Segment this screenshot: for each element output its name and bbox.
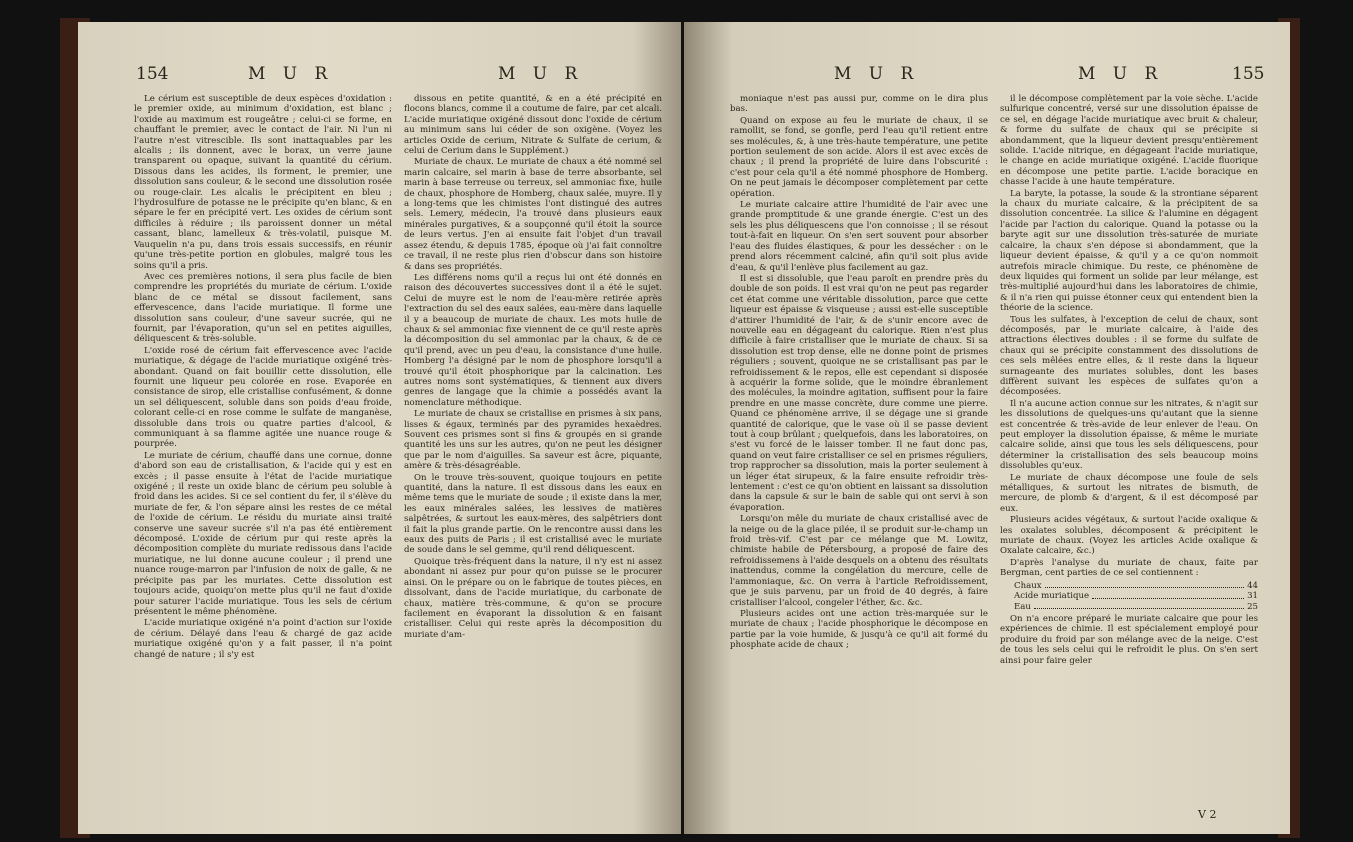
paragraph: moniaque n'est pas aussi pur, comme on le dira plus bas.: [730, 94, 988, 115]
left-head-word-1: M U R: [248, 64, 334, 84]
right-page: [684, 22, 1290, 834]
left-page-number: 154: [136, 64, 169, 84]
left-page: [78, 22, 681, 834]
paragraph: Le muriate de chaux décompose une foule de sels métalliques, & surtout les nitrates de bismuth, de mercure, de plomb & d'argent, & il est décomposé par eux.: [1000, 472, 1258, 514]
composition-row: [1014, 591, 1258, 601]
composition-label: Eau: [1014, 601, 1031, 612]
paragraph: Il n'a aucune action connue sur les nitrates, & n'agit sur les dissolutions de quelques-uns qu'autant que la sienne est concentrée & très-avide de leur enlever de l'eau. On peut employer la dissolution épaisse, & même le muriate calcaire solide, ainsi que tous les sels déliquescens, pour déterminer la cristallisation des sels beaucoup moins dissolubles qu'eux.: [1000, 398, 1258, 472]
paragraph: Le muriate de cérium, chauffé dans une cornue, donne d'abord son eau de cristallisation, & l'acide qui y est en excès ; il passe ensuite à l'état de l'acide muriatique oxigéné ; il reste un oxide blanc de cérium peu soluble à froid dans les acides. Si ce sel contient du fer, il s'élève du muriate de fer, & l'on sépare ainsi les restes de ce métal de l'oxide de cérium. Le résidu du muriate ainsi traité conserve une saveur sucrée s'il n'a pas été entièrement décomposé. L'oxide de cérium pur qui reste après la décomposition complète du muriate redissous dans l'acide muriatique, ne lui donne aucune couleur ; il prend une nuance rouge-marron par l'infusion de noix de galle, & ne précipite pas par les muriates. Cette dissolution est toujours acide, quoiqu'on mette plus qu'il ne faut d'oxide pour saturer l'acide muriatique. Tous les sels de cérium présentent le même phénomène.: [134, 450, 392, 617]
paragraph: Plusieurs acides ont une action très-marquée sur le muriate de chaux ; l'acide phosphorique le décompose en partie par la voie humide, & jusqu'à ce qu'il ait formé du phosphate acide de chaux ;: [730, 608, 988, 651]
composition-label: Chaux: [1014, 580, 1042, 591]
composition-label: Acide muriatique: [1014, 591, 1090, 602]
paragraph: dissous en petite quantité, & en a été précipité en flocons blancs, comme il a coutume de faire, par cet alcali. L'acide muriatique oxigéné dissout donc l'oxide de cérium au minimum sans lui céder de son oxigène. (Voyez les articles Oxide de cerium, Nitrate & Sulfate de cerium, & celui de Cerium dans le Supplément.): [404, 94, 662, 157]
right-page-number: 155: [1232, 64, 1265, 84]
paragraph: Tous les sulfates, à l'exception de celui de chaux, sont décomposés, par le muriate calcaire, à l'aide des attractions électives doubles : il se forme du sulfate de chaux qui se précipite constamment des dissolutions de ces sels mêlées entre elles, & il reste dans la liqueur surnageante des muriates solubles, dont les bases diffèrent suivant les espèces de sulfates qu'on a décomposées.: [1000, 314, 1258, 398]
composition-table: [1014, 581, 1258, 612]
composition-value: 44: [1247, 580, 1258, 591]
left-column-1: [134, 94, 392, 661]
right-head-word-1: M U R: [834, 64, 920, 84]
paragraph: D'après l'analyse du muriate de chaux, faite par Bergman, cent parties de ce sel contiennent :: [1000, 557, 1258, 579]
left-running-head: [78, 64, 681, 86]
right-column-1: [730, 94, 988, 652]
paragraph: Le muriate calcaire attire l'humidité de l'air avec une grande promptitude & une grande énergie. C'est un des sels les plus déliquescens que l'on connoisse ; il se résout tout-à-fait en liqueur. On s'en sert souvent pour absorber l'eau des fluides élastiques, & pour les dessécher : on le prend alors récemment calciné, afin qu'il soit plus avide d'eau, & qu'il l'enlève plus facilement au gaz.: [730, 200, 988, 273]
paragraph: Quoique très-fréquent dans la nature, il n'y est ni assez abondant ni assez pur pour qu'on puisse se le procurer ainsi. On le prépare ou on le fabrique de toutes pièces, en dissolvant, dans de l'acide muriatique, du carbonate de chaux, matière très-commune, & qu'on se procure facilement en évaporant la dissolution & en faisant cristalliser. Celui qui reste après la décomposition du muriate d'am-: [404, 556, 662, 640]
composition-value: 31: [1247, 591, 1258, 602]
paragraph: On n'a encore préparé le muriate calcaire que pour les expériences de chimie. Il est spécialement employé pour produire du froid par son mélange avec de la neige. C'est de tous les sels celui qui le refroidit le plus. On s'en sert ainsi pour faire geler: [1000, 613, 1258, 666]
right-column-2: [1000, 94, 1258, 667]
right-running-head: [684, 64, 1290, 86]
paragraph: Avec ces premières notions, il sera plus facile de bien comprendre les propriétés du muriate de cérium. L'oxide blanc de ce métal se dissout facilement, sans effervescence, dans l'acide muriatique. Il forme une dissolution sans couleur, d'une saveur sucrée, qui ne fournit, par l'évaporation, qu'un sel en petites aiguilles, déliquescent & très-soluble.: [134, 271, 392, 345]
composition-row: [1014, 581, 1258, 591]
paragraph: L'oxide rosé de cérium fait effervescence avec l'acide muriatique, & dégage de l'acide muriatique oxigéné très-abondant. Quand on fait bouillir cette dissolution, elle fournit une liqueur peu colorée en rose. Evaporée en consistance de sirop, elle cristallise confusément, & donne un sel déliquescent, soluble dans son poids d'eau froide, colorant celle-ci en rose comme le sulfate de manganèse, dissoluble dans trois ou quatre parties d'alcool, & communiquant à sa flamme agitée une nuance rouge & pourprée.: [134, 345, 392, 450]
paragraph: il le décompose complètement par la voie sèche. L'acide sulfurique concentré, versé sur une dissolution épaisse de ce sel, en dégage l'acide muriatique avec bruit & chaleur, & forme du sulfate de chaux qui se précipite si abondamment, que la liqueur devient presqu'entièrement solide. L'acide nitrique, en dégageant l'acide muriatique, le change en acide muriatique oxigéné. L'acide fluorique en décompose une petite partie. L'acide boracique en chasse l'acide à une haute température.: [1000, 94, 1258, 188]
signature-mark: V 2: [1198, 808, 1217, 821]
paragraph: Il est si dissoluble, que l'eau paroît en prendre près du double de son poids. Il est vrai qu'on ne peut pas regarder cet état comme une véritable dissolution, parce que cette liqueur est épaisse & visqueuse ; aussi est-elle susceptible d'attirer l'humidité de l'air, & de s'unir encore avec de nouvelle eau en dégageant du calorique. Rien n'est plus difficile à faire cristalliser que le muriate de chaux. Si sa dissolution est trop dense, elle ne donne point de prismes réguliers ; souvent, quoique ne se cristallisant pas par le refroidissement & le repos, elle est cependant si disposée à acquérir la forme solide, que le moindre ébranlement des molécules, la moindre agitation, suffisent pour la faire prendre en une masse concrète, dure comme une pierre. Quand ce phénomène arrive, il se dégage une si grande quantité de calorique, que le vase où il se passe devient tout à coup brûlant ; quelquefois, dans les laboratoires, on s'est vu forcé de le laisser tomber. Il ne faut donc pas, quand on veut faire cristalliser ce sel en prismes réguliers, trop rapprocher sa dissolution, mais la porter seulement à un léger état sirupeux, & la faire ensuite refroidir très-lentement : c'est ce qu'on obtient en laissant sa dissolution dans la capsule & sur le bain de sable qui ont servi à son évaporation.: [730, 273, 988, 513]
paragraph: L'acide muriatique oxigéné n'a point d'action sur l'oxide de cérium. Délayé dans l'eau & chargé de gaz acide muriatique oxigéné qu'on y a fait passer, il n'a point changé de nature ; il s'y est: [134, 618, 392, 660]
paragraph: Lorsqu'on mêle du muriate de chaux cristallisé avec de la neige ou de la glace pilée, il se produit sur-le-champ un froid très-vif. C'est par ce mélange que M. Lowitz, chimiste habile de Pétersbourg, a proposé de faire des refroidissemens à l'aide desquels on a obtenu des résultats inattendus, comme la congélation du mercure, celle de l'ammoniaque, &c. On verra à l'article Refroidissement, que je suis parvenu, par un froid de 40 degrés, à faire cristalliser l'alcool, congeler l'éther, &c. &c.: [730, 514, 989, 608]
composition-row: [1014, 602, 1258, 612]
paragraph: La baryte, la potasse, la soude & la strontiane séparent la chaux du muriate calcaire, & la précipitent de sa dissolution concentrée. La silice & l'alumine en dégagent l'acide par l'action du calorique. Quand la potasse ou la baryte agit sur une dissolution très-saturée de muriate calcaire, la chaux s'en dépose si abondamment, que la liqueur devient épaisse, & qu'il y a ce qu'on nommoit autrefois miracle chimique. Du reste, ce phénomène de deux liquides qui forment un solide par leur mélange, est très-multiplié aujourd'hui dans les laboratoires de chimie, & il n'a rien qui puisse étonner ceux qui entendent bien la théorie de la science.: [1000, 188, 1258, 314]
right-head-word-2: M U R: [1078, 64, 1164, 84]
paragraph: Muriate de chaux. Le muriate de chaux a été nommé sel marin calcaire, sel marin à base de terre absorbante, sel marin à base terreuse ou terreux, sel ammoniac fixe, huile de chaux, phosphore de Homberg, chaux salée, muyre. Il y a long-tems que les chimistes l'ont distingué des autres sels. Lemery, médecin, l'a trouvé dans plusieurs eaux minérales purgatives, & a soupçonné qu'il étoit la source de leurs vertus. J'en ai ensuite fait l'objet d'un travail assez étendu, & depuis 1785, époque où j'ai fait connoître ce travail, il ne reste plus rien d'obscur dans son histoire & dans ses propriétés.: [404, 157, 662, 272]
paragraph: Le muriate de chaux se cristallise en prismes à six pans, lisses & égaux, terminés par des pyramides hexaèdres. Souvent ces prismes sont si fins & groupés en si grande quantité les uns sur les autres, qu'on ne peut les désigner que par le nom d'aiguilles. Sa saveur est âcre, piquante, amère & très-désagréable.: [404, 409, 662, 472]
paragraph: On le trouve très-souvent, quoique toujours en petite quantité, dans la nature. Il est dissous dans les eaux en même tems que le muriate de soude ; il existe dans la mer, les eaux minérales salées, les lessives de matières salpêtrées, & surtout les eaux-mères, des salpêtriers dont il fait la plus grande partie. On le rencontre aussi dans les eaux des puits de Paris ; il est cristallisé avec le muriate de soude dans le sel gemme, qu'il rend déliquescent.: [404, 472, 662, 556]
paragraph: Quand on expose au feu le muriate de chaux, il se ramollit, se fond, se gonfle, perd l'eau qu'il retient entre ses molécules, &, à une très-haute température, une petite portion seulement de son acide. Alors il est avec excès de chaux ; il prend la propriété de luire dans l'obscurité : c'est pour cela qu'il a été nommé phosphore de Homberg. On ne peut jamais le décomposer complètement par cette opération.: [730, 115, 988, 199]
paragraph: Le cérium est susceptible de deux espèces d'oxidation : le premier oxide, au minimum d'oxidation, est blanc ; l'oxide au maximum est rougeâtre ; celui-ci se forme, en chauffant le premier, avec le contact de l'air. Ni l'un ni l'autre n'est vitrescible. Ils sont inattaquables par les alcalis ; ils donnent, avec le borax, un verre jaune transparent ou opaque, suivant la quantité du cérium. Dissous dans les acides, ils forment, le premier, une dissolution sans couleur, & le second une dissolution rosée ou rouge-clair. Les alcalis le précipitent en bleu ; l'hydrosulfure de potasse ne le précipite qu'en blanc, & en sépare le fer en précipité vert. Les oxides de cérium sont difficiles à réduire ; ils paroissent donner un métal cassant, blanc, lamelleux & très-volatil, puisque M. Vauquelin n'a pu, dans trois essais successifs, en réunir qu'une très-petite portion en globules, malgré tous les soins qu'il a pris.: [134, 94, 392, 271]
composition-value: 25: [1247, 601, 1258, 612]
paragraph: Plusieurs acides végétaux, & surtout l'acide oxalique & les oxalates solubles, décomposent & précipitent le muriate de chaux. (Voyez les articles Acide oxalique & Oxalate calcaire, &c.): [1000, 515, 1258, 557]
paragraph: Les différens noms qu'il a reçus lui ont été donnés en raison des découvertes successives dont il a été le sujet. Celui de muyre est le nom de l'eau-mère retirée après l'extraction du sel des eaux salées, eau-mère dans laquelle il y a beaucoup de muriate de chaux. Les mots huile de chaux & sel ammoniac fixe viennent de ce qu'il reste après la décomposition du sel ammoniac par la chaux, & de ce qu'il prend, avec un peu d'eau, la consistance d'une huile. Homberg l'a désigné par le nom de phosphore lorsqu'il a trouvé qu'il étoit phosphorique par la calcination. Les autres noms sont systématiques, & tiennent aux divers genres de langage que la chimie a possédés avant la nomenclature méthodique.: [404, 272, 662, 408]
left-head-word-2: M U R: [498, 64, 584, 84]
left-column-2: [404, 94, 662, 641]
book-spread: [60, 18, 1300, 838]
